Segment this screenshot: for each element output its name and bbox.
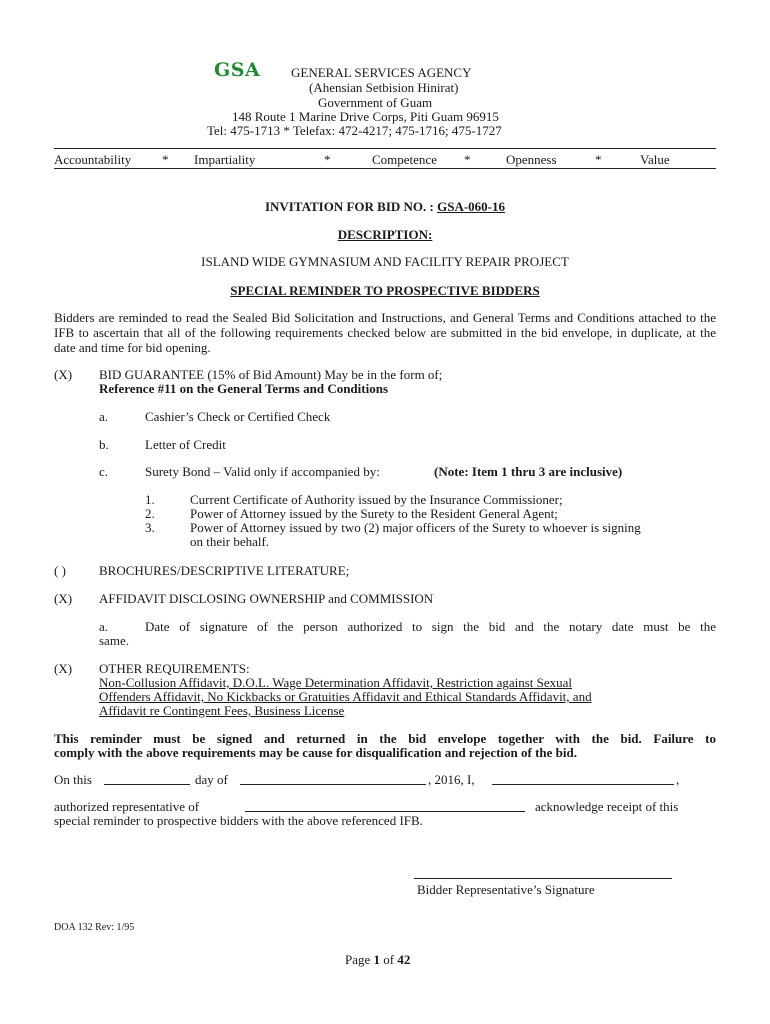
other-title: OTHER REQUIREMENTS:	[99, 661, 250, 676]
agency-address: 148 Route 1 Marine Drive Corps, Piti Guam 96915	[232, 109, 499, 124]
page-of: of	[383, 952, 395, 967]
ack-line2: special reminder to prospective bidders with the above referenced IFB.	[54, 813, 423, 828]
surety-item-text: Power of Attorney issued by two (2) major officers of the Surety to whoever is signing	[190, 520, 641, 535]
signature-label: Bidder Representative’s Signature	[417, 882, 595, 897]
page-current: 1	[373, 952, 381, 967]
invitation-label: INVITATION FOR BID NO. :	[264, 199, 434, 214]
option-text: Surety Bond – Valid only if accompanied by:	[145, 464, 380, 479]
government-name: Government of Guam	[318, 95, 433, 110]
company-field[interactable]	[245, 811, 525, 812]
affidavit-sub-letter: a.	[99, 619, 109, 634]
affidavit-text: AFFIDAVIT DISCLOSING OWNERSHIP and COMMISSION	[99, 591, 434, 606]
ack-day-of: day of	[195, 772, 228, 787]
warning-line: comply with the above requirements may be cause for disqualification and rejection of the bid.	[54, 745, 578, 760]
month-field[interactable]	[240, 784, 426, 785]
value-separator: *	[162, 152, 169, 167]
intro-paragraph: Bidders are reminded to read the Sealed Bid Solicitation and Instructions, and General Terms and Conditions attached to the IFB to ascertain that all of the following requirements checked below are submitted in the bid envelope, in duplicate, at the date and time for bid opening.	[54, 310, 716, 355]
bid-number: GSA-060-16	[437, 199, 506, 214]
value-item: Competence	[372, 152, 437, 167]
checkbox-brochures[interactable]: ( )	[54, 563, 66, 578]
name-field[interactable]	[492, 784, 674, 785]
surety-item-text: Power of Attorney issued by the Surety to the Resident General Agent;	[190, 506, 558, 521]
bid-guarantee-text: BID GUARANTEE (15% of Bid Amount) May be in the form of;	[99, 367, 443, 382]
other-line: Affidavit re Contingent Fees, Business License	[99, 703, 345, 718]
project-title: ISLAND WIDE GYMNASIUM AND FACILITY REPAIR PROJECT	[201, 254, 569, 269]
page-prefix: Page	[345, 952, 371, 967]
reminder-heading: SPECIAL REMINDER TO PROSPECTIVE BIDDERS	[230, 283, 540, 298]
checkbox-other[interactable]: (X)	[54, 661, 73, 676]
option-letter: a.	[99, 409, 109, 424]
agency-contact: Tel: 475-1713 * Telefax: 472-4217; 475-1716; 475-1727	[207, 123, 502, 138]
value-separator: *	[324, 152, 331, 167]
option-text: Letter of Credit	[145, 437, 226, 452]
top-rule	[54, 148, 716, 149]
page-number	[345, 952, 410, 967]
bid-guarantee-reference: Reference #11 on the General Terms and Conditions	[99, 381, 389, 396]
ack-comma: ,	[676, 772, 680, 787]
checkbox-bid-guarantee[interactable]: (X)	[54, 367, 73, 382]
description-heading: DESCRIPTION:	[337, 227, 433, 242]
ack-authorized: authorized representative of	[54, 799, 200, 814]
surety-item-number: 1.	[145, 492, 155, 507]
surety-item-number: 2.	[145, 506, 155, 521]
value-item: Impartiality	[194, 152, 256, 167]
surety-item-text: Current Certificate of Authority issued by the Insurance Commissioner;	[190, 492, 563, 507]
other-line: Offenders Affidavit, No Kickbacks or Gratuities Affidavit and Ethical Standards Affidavit, and	[99, 689, 592, 704]
form-id: DOA 132 Rev: 1/95	[54, 922, 135, 933]
option-letter: c.	[99, 464, 109, 479]
ack-on-this: On this	[54, 772, 92, 787]
surety-item-number: 3.	[145, 520, 155, 535]
value-item: Value	[640, 152, 670, 167]
gsa-logo: GSA	[214, 59, 261, 81]
warning-line: This reminder must be signed and returned in the bid envelope together with the bid. Failure to	[54, 731, 716, 746]
option-letter: b.	[99, 437, 109, 452]
ack-acknowledge: acknowledge receipt of this	[535, 799, 679, 814]
affidavit-sub-cont: same.	[99, 633, 129, 648]
agency-subtitle: (Ahensian Setbision Hinirat)	[309, 80, 459, 95]
ack-year: , 2016, I,	[428, 772, 475, 787]
value-item: Openness	[506, 152, 557, 167]
page-total: 42	[397, 952, 411, 967]
surety-note: (Note: Item 1 thru 3 are inclusive)	[434, 464, 623, 479]
value-separator: *	[595, 152, 602, 167]
bottom-rule	[54, 168, 716, 169]
day-field[interactable]	[104, 784, 190, 785]
signature-field[interactable]	[414, 878, 672, 879]
option-text: Cashier’s Check or Certified Check	[145, 409, 331, 424]
invitation-title	[0, 199, 770, 215]
checkbox-affidavit[interactable]: (X)	[54, 591, 73, 606]
value-item: Accountability	[54, 152, 132, 167]
agency-name: GENERAL SERVICES AGENCY	[291, 65, 472, 80]
surety-item-text-cont: on their behalf.	[190, 534, 270, 549]
brochures-text: BROCHURES/DESCRIPTIVE LITERATURE;	[99, 563, 350, 578]
value-separator: *	[464, 152, 471, 167]
affidavit-sub-text: Date of signature of the person authorized to sign the bid and the notary date must be the	[145, 619, 716, 634]
other-line: Non-Collusion Affidavit, D.O.L. Wage Determination Affidavit, Restriction against Sexual	[99, 675, 573, 690]
